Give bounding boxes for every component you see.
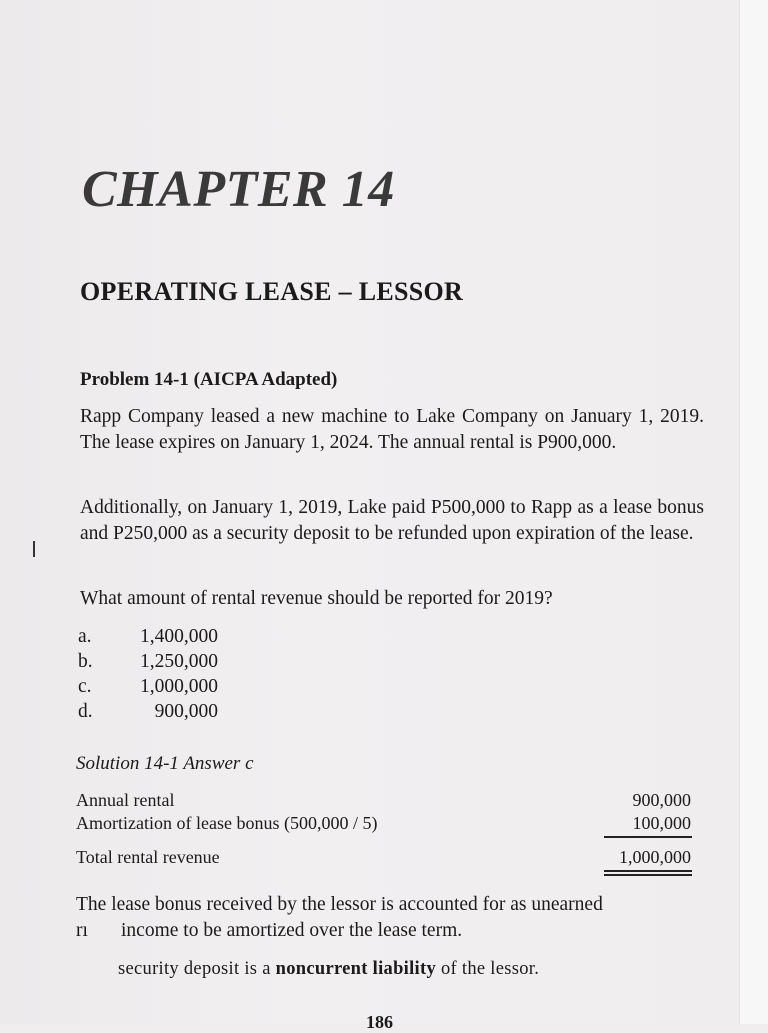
option-b (78, 651, 218, 673)
option-a (78, 626, 218, 648)
option-value: 900,000 (154, 701, 218, 722)
chapter-title: CHAPTER 14 (82, 161, 395, 218)
conclusion-line-3 (118, 959, 539, 980)
problem-paragraph-1: Rapp Company leased a new machine to Lake Company on January 1, 2019. The lease expires on January 1, 2024. The annual rental is P900,000. (80, 406, 704, 453)
page-edge (739, 0, 768, 1024)
page-number: 186 (366, 1012, 393, 1032)
conclusion-line-2 (76, 920, 462, 942)
conclusion-line-2-prefix: rı (76, 920, 88, 941)
solution-row-total (76, 847, 691, 868)
option-value: 1,400,000 (140, 626, 218, 647)
problem-paragraph-2: Additionally, on January 1, 2019, Lake paid P500,000 to Rapp as a lease bonus and P250,000 as a security deposit to be refunded upon expiration of the lease. (80, 497, 704, 544)
conclusion-line-1: The lease bonus received by the lessor is accounted for as unearned (76, 894, 603, 915)
solution-title: Solution 14-1 Answer c (76, 753, 254, 774)
row-amount: 100,000 (632, 813, 691, 833)
option-letter: c. (78, 676, 92, 697)
option-value: 1,250,000 (140, 651, 218, 672)
conclusion-line-3-bold: noncurrent liability (275, 959, 437, 979)
solution-row-amortization (76, 813, 691, 834)
conclusion-line-2-text: income to be amortized over the lease term. (121, 920, 463, 941)
total-double-underline-1 (604, 870, 692, 872)
row-amount: 900,000 (632, 790, 691, 810)
problem-title: Problem 14-1 (AICPA Adapted) (80, 369, 338, 390)
option-d (78, 701, 218, 723)
margin-mark (33, 541, 35, 557)
row-label: Annual rental (76, 790, 175, 810)
row-label: Amortization of lease bonus (500,000 / 5) (76, 813, 378, 833)
conclusion-line-3-pre: security deposit is a (118, 959, 276, 979)
row-amount: 1,000,000 (619, 847, 691, 867)
conclusion-line-3-post: of the lessor. (436, 959, 540, 979)
option-letter: b. (78, 651, 93, 672)
section-title: OPERATING LEASE – LESSOR (80, 277, 464, 306)
option-value: 1,000,000 (140, 676, 218, 697)
option-c (78, 676, 218, 698)
problem-question: What amount of rental revenue should be reported for 2019? (80, 588, 553, 609)
row-label: Total rental revenue (76, 847, 220, 867)
total-double-underline-2 (604, 874, 692, 876)
option-letter: d. (78, 701, 93, 722)
solution-row-annual-rental (76, 790, 691, 811)
subtotal-underline (604, 836, 692, 838)
option-letter: a. (78, 626, 92, 647)
